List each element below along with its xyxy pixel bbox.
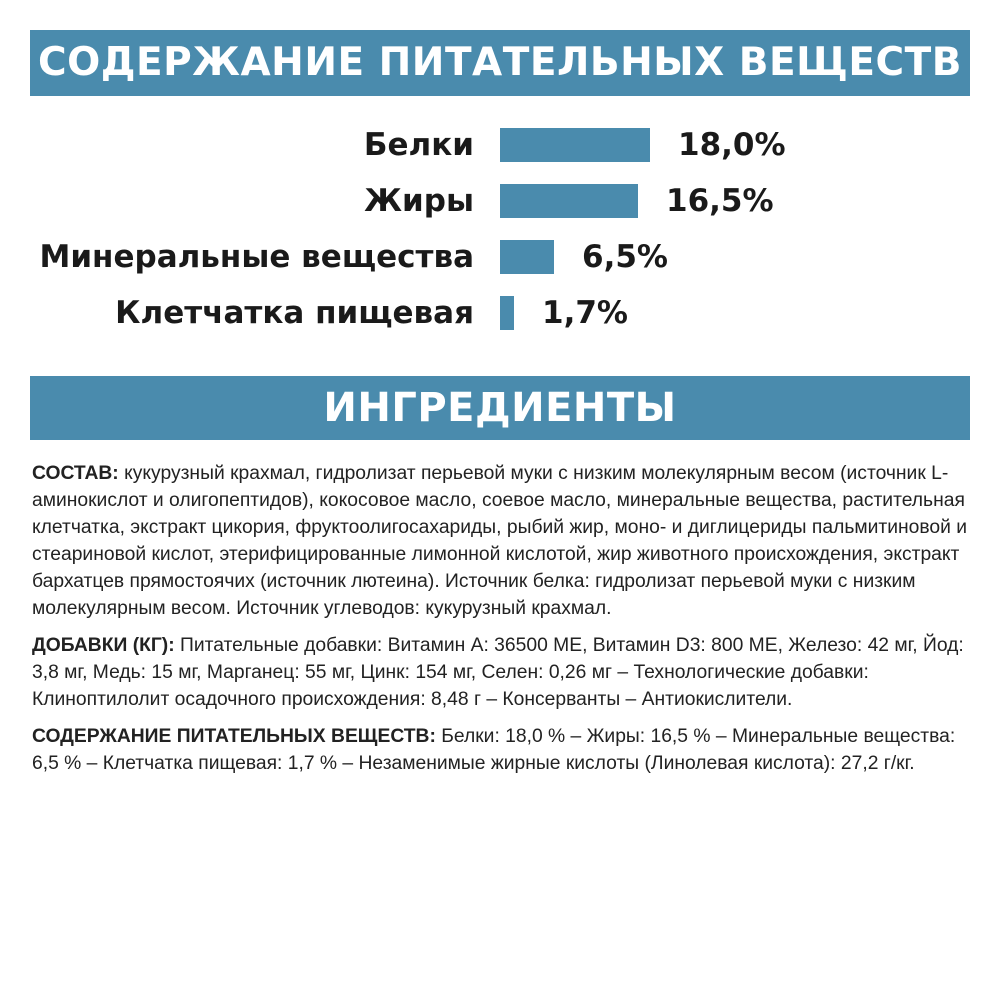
additives-text: Питательные добавки: Витамин А: 36500 МЕ, Витамин D3: 800 МЕ, Железо: 42 мг, Йод: 3,8 мг, Медь: 15 мг, Марганец: 55 мг, Цинк: 154 мг, Селен: 0,26 мг – Технологические добавки: Клиноптилолит осадочного происхождения: 8,48 г – Консерванты – Антиокислители. (32, 635, 964, 710)
ingredients-header: ИНГРЕДИЕНТЫ (30, 376, 970, 440)
bar-label: Белки (363, 127, 474, 163)
bar-label: Жиры (364, 183, 474, 219)
nutrients-text: Белки: 18,0 % – Жиры: 16,5 % – Минеральные вещества: 6,5 % – Клетчатка пищевая: 1,7 % – Незаменимые жирные кислоты (Линолевая кислота): 27,2 г/кг. (32, 726, 956, 774)
bar-value-label: 18,0% (678, 127, 786, 163)
composition-text: кукурузный крахмал, гидролизат перьевой муки с низким молекулярным весом (источник L-аминокислот и олигопептидов), кокосовое масло, соевое масло, минеральные вещества, растительная клетчатка, экстракт цикория, фруктоолигосахариды, рыбий жир, моно- и диглицериды пальмитиновой и стеариновой кислот, этерифицированные лимонной кислотой, жир животного происхождения, экстракт бархатцев прямостоячих (источник лютеина). Источник белка: гидролизат перьевой муки с низким молекулярным весом. Источник углеводов: кукурузный крахмал. (32, 463, 968, 619)
nutrients-paragraph (32, 723, 968, 777)
bar-value-label: 1,7% (542, 295, 628, 331)
bar (500, 296, 514, 330)
nutrients-label: СОДЕРЖАНИЕ ПИТАТЕЛЬНЫХ ВЕЩЕСТВ: (32, 726, 436, 747)
bar-value-label: 16,5% (666, 183, 774, 219)
bar (500, 128, 650, 162)
composition-paragraph (32, 460, 968, 622)
additives-label: ДОБАВКИ (КГ): (32, 635, 175, 656)
bar-label: Клетчатка пищевая (115, 295, 474, 331)
bar (500, 240, 554, 274)
nutrients-header: СОДЕРЖАНИЕ ПИТАТЕЛЬНЫХ ВЕЩЕСТВ (30, 30, 970, 96)
composition-label: СОСТАВ: (32, 463, 119, 484)
ingredients-text (32, 460, 968, 787)
bar (500, 184, 638, 218)
bar-label: Минеральные вещества (39, 239, 474, 275)
additives-paragraph (32, 632, 968, 713)
bar-value-label: 6,5% (582, 239, 668, 275)
